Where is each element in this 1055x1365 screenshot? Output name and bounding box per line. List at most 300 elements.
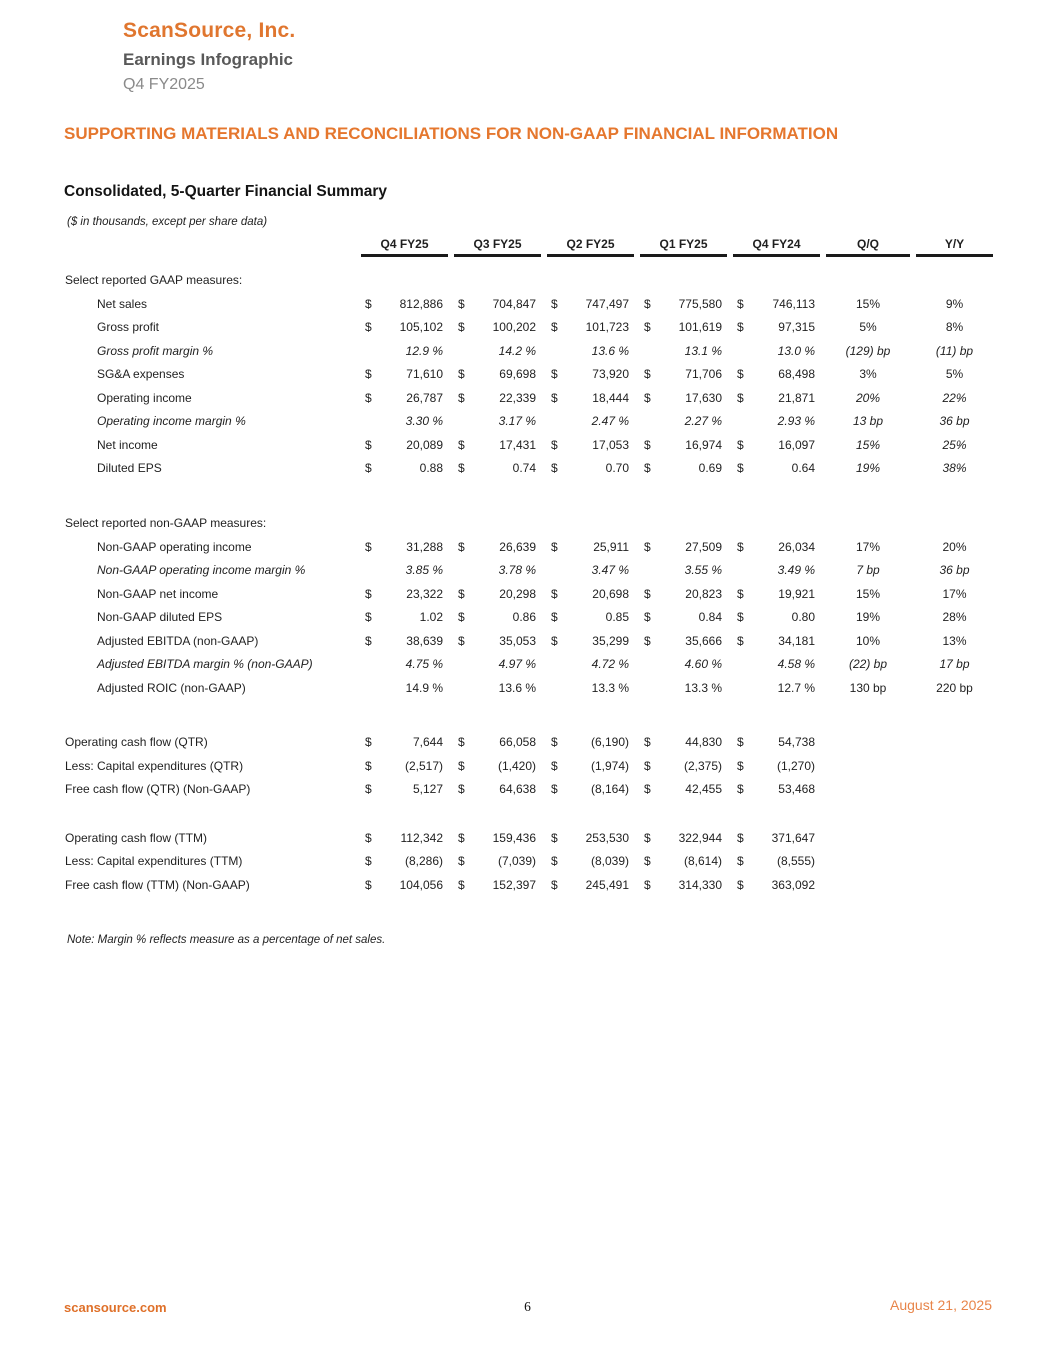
row-label: Operating income margin % xyxy=(97,414,246,429)
cell-value: 253,530 xyxy=(585,830,629,845)
cell-value: 13.1 % xyxy=(684,343,722,358)
yy-cell: 13% xyxy=(942,633,967,648)
value-cell xyxy=(637,878,730,892)
yy-cell: 17% xyxy=(942,586,967,601)
table-row xyxy=(65,653,996,677)
cell-value: 16,974 xyxy=(685,437,722,452)
cell-value: 13.0 % xyxy=(777,343,815,358)
footer-page-number: 6 xyxy=(524,1299,531,1314)
cell-value: 4.60 % xyxy=(684,657,722,672)
cell-value: 7,644 xyxy=(412,735,443,750)
cell-value: 97,315 xyxy=(778,320,815,335)
dollar-sign: $ xyxy=(365,586,372,601)
qq-cell: 19% xyxy=(855,461,881,476)
qq-cell: 20% xyxy=(855,390,881,405)
qq-cell: 19% xyxy=(855,610,881,625)
cell-value: 19,921 xyxy=(778,586,815,601)
value-cell xyxy=(637,563,730,577)
dollar-sign: $ xyxy=(365,320,372,335)
cell-value: 20,823 xyxy=(685,586,722,601)
value-cell xyxy=(730,681,823,695)
yy-cell: 36 bp xyxy=(939,414,970,429)
value-cell xyxy=(637,540,730,554)
value-cell xyxy=(358,878,451,892)
cell-value: 0.85 xyxy=(605,610,629,625)
row-label: Less: Capital expenditures (QTR) xyxy=(65,758,244,773)
value-cell xyxy=(451,391,544,405)
cell-value: (7,039) xyxy=(497,854,536,869)
dollar-sign: $ xyxy=(365,461,372,476)
cell-value: 13.3 % xyxy=(591,680,629,695)
dollar-sign: $ xyxy=(458,877,465,892)
footer-date: August 21, 2025 xyxy=(890,1297,992,1313)
table-row xyxy=(65,731,996,755)
cell-value: 12.7 % xyxy=(777,680,815,695)
cell-value: 64,638 xyxy=(499,782,536,797)
value-cell xyxy=(730,782,823,796)
value-cell xyxy=(730,610,823,624)
cell-value: 0.70 xyxy=(605,461,629,476)
value-cell xyxy=(358,831,451,845)
cell-value: 314,330 xyxy=(678,877,722,892)
dollar-sign: $ xyxy=(551,782,558,797)
table-row xyxy=(65,559,996,583)
value-cell xyxy=(544,540,637,554)
dollar-sign: $ xyxy=(551,461,558,476)
cell-value: 0.80 xyxy=(791,610,815,625)
dollar-sign: $ xyxy=(737,633,744,648)
value-cell xyxy=(544,344,637,358)
cell-value: (8,039) xyxy=(590,854,629,869)
cell-value: 17,053 xyxy=(592,437,629,452)
table-row xyxy=(65,606,996,630)
value-cell xyxy=(730,344,823,358)
row-label: Adjusted EBITDA (non-GAAP) xyxy=(97,633,259,648)
dollar-sign: $ xyxy=(737,320,744,335)
dollar-sign: $ xyxy=(458,367,465,382)
value-cell xyxy=(637,610,730,624)
row-label: Operating cash flow (TTM) xyxy=(65,830,208,845)
value-cell xyxy=(637,344,730,358)
value-cell xyxy=(451,831,544,845)
dollar-sign: $ xyxy=(458,320,465,335)
dollar-sign: $ xyxy=(365,367,372,382)
cell-value: 0.88 xyxy=(419,461,443,476)
cell-value: 0.64 xyxy=(791,461,815,476)
cell-value: 22,339 xyxy=(499,390,536,405)
cell-value: 1.02 xyxy=(419,610,443,625)
value-cell xyxy=(544,414,637,428)
cell-value: 3.49 % xyxy=(777,563,815,578)
value-cell xyxy=(730,878,823,892)
value-cell xyxy=(358,391,451,405)
value-cell xyxy=(451,297,544,311)
value-cell xyxy=(451,438,544,452)
dollar-sign: $ xyxy=(365,735,372,750)
value-cell xyxy=(358,540,451,554)
cell-value: 25,911 xyxy=(593,539,629,554)
cell-value: 100,202 xyxy=(492,320,536,335)
dollar-sign: $ xyxy=(644,461,651,476)
yy-cell: 38% xyxy=(942,461,967,476)
value-cell xyxy=(358,297,451,311)
dollar-sign: $ xyxy=(365,437,372,452)
dollar-sign: $ xyxy=(737,539,744,554)
cell-value: 322,944 xyxy=(678,830,722,845)
qq-cell: 17% xyxy=(855,539,881,554)
cell-value: 26,787 xyxy=(406,390,443,405)
table-block xyxy=(65,268,996,480)
cell-value: 71,610 xyxy=(406,367,443,382)
value-cell xyxy=(451,367,544,381)
value-cell xyxy=(637,414,730,428)
column-header: Q4 FY24 xyxy=(733,237,820,257)
value-cell xyxy=(451,782,544,796)
qq-cell: 3% xyxy=(859,367,877,382)
dollar-sign: $ xyxy=(644,367,651,382)
dollar-sign: $ xyxy=(551,586,558,601)
row-label: Non-GAAP operating income xyxy=(97,539,252,554)
cell-value: (8,555) xyxy=(776,854,815,869)
dollar-sign: $ xyxy=(644,437,651,452)
cell-value: 101,723 xyxy=(585,320,629,335)
dollar-sign: $ xyxy=(551,539,558,554)
cell-value: 23,322 xyxy=(406,586,443,601)
row-label: Operating income xyxy=(97,390,192,405)
financial-table xyxy=(65,233,996,897)
cell-value: 18,444 xyxy=(592,390,629,405)
section-row-heading: Select reported GAAP measures: xyxy=(65,273,243,287)
dollar-sign: $ xyxy=(644,610,651,625)
dollar-sign: $ xyxy=(365,830,372,845)
value-cell xyxy=(637,634,730,648)
qq-cell: 5% xyxy=(859,320,877,335)
dollar-sign: $ xyxy=(365,539,372,554)
yy-cell: (11) bp xyxy=(935,343,974,358)
dollar-sign: $ xyxy=(458,758,465,773)
dollar-sign: $ xyxy=(644,539,651,554)
dollar-sign: $ xyxy=(458,735,465,750)
row-label: Less: Capital expenditures (TTM) xyxy=(65,854,243,869)
dollar-sign: $ xyxy=(551,830,558,845)
value-cell xyxy=(451,587,544,601)
dollar-sign: $ xyxy=(365,758,372,773)
cell-value: 71,706 xyxy=(685,367,722,382)
dollar-sign: $ xyxy=(644,758,651,773)
yy-cell: 22% xyxy=(942,390,967,405)
cell-value: 104,056 xyxy=(399,877,443,892)
dollar-sign: $ xyxy=(365,854,372,869)
value-cell xyxy=(637,320,730,334)
cell-value: 4.72 % xyxy=(591,657,629,672)
dollar-sign: $ xyxy=(551,633,558,648)
dollar-sign: $ xyxy=(365,877,372,892)
value-cell xyxy=(637,681,730,695)
dollar-sign: $ xyxy=(458,830,465,845)
value-cell xyxy=(451,540,544,554)
cell-value: 16,097 xyxy=(778,437,815,452)
cell-value: 3.30 % xyxy=(405,414,443,429)
value-cell xyxy=(358,681,451,695)
value-cell xyxy=(358,610,451,624)
cell-value: 44,830 xyxy=(685,735,722,750)
row-label: Net sales xyxy=(97,296,148,311)
value-cell xyxy=(544,831,637,845)
value-cell xyxy=(544,297,637,311)
dollar-sign: $ xyxy=(737,586,744,601)
cell-value: 21,871 xyxy=(778,390,815,405)
cell-value: 0.69 xyxy=(698,461,722,476)
brand-block xyxy=(123,19,295,94)
dollar-sign: $ xyxy=(551,877,558,892)
cell-value: 0.86 xyxy=(512,610,536,625)
table-row xyxy=(65,873,996,897)
value-cell xyxy=(451,320,544,334)
qq-cell: (129) bp xyxy=(845,343,891,358)
footer-site-link[interactable]: scansource.com xyxy=(64,1300,167,1315)
value-cell xyxy=(730,391,823,405)
cell-value: (8,614) xyxy=(683,854,722,869)
value-cell xyxy=(544,563,637,577)
qq-cell: 15% xyxy=(855,586,881,601)
cell-value: 112,342 xyxy=(400,830,443,845)
cell-value: 68,498 xyxy=(778,367,815,382)
table-row xyxy=(65,316,996,340)
dollar-sign: $ xyxy=(458,586,465,601)
value-cell xyxy=(637,367,730,381)
value-cell xyxy=(358,854,451,868)
cell-value: 20,089 xyxy=(406,437,443,452)
value-cell xyxy=(451,759,544,773)
table-row xyxy=(65,850,996,874)
cell-value: 101,619 xyxy=(678,320,722,335)
cell-value: 0.74 xyxy=(512,461,536,476)
dollar-sign: $ xyxy=(458,633,465,648)
cell-value: 31,288 xyxy=(406,539,443,554)
dollar-sign: $ xyxy=(644,877,651,892)
value-cell xyxy=(451,610,544,624)
dollar-sign: $ xyxy=(737,367,744,382)
dollar-sign: $ xyxy=(737,437,744,452)
value-cell xyxy=(730,563,823,577)
document-subtitle: Earnings Infographic xyxy=(123,50,294,69)
yy-cell: 25% xyxy=(942,437,967,452)
row-label: Non-GAAP operating income margin % xyxy=(97,563,306,578)
cell-value: 53,468 xyxy=(778,782,815,797)
value-cell xyxy=(358,563,451,577)
value-cell xyxy=(637,461,730,475)
table-title: Consolidated, 5-Quarter Financial Summary xyxy=(64,183,387,200)
value-cell xyxy=(637,657,730,671)
cell-value: 3.17 % xyxy=(498,414,536,429)
table-row xyxy=(65,535,996,559)
dollar-sign: $ xyxy=(551,390,558,405)
cell-value: 20,698 xyxy=(592,586,629,601)
cell-value: (6,190) xyxy=(590,735,629,750)
value-cell xyxy=(730,854,823,868)
dollar-sign: $ xyxy=(737,390,744,405)
value-cell xyxy=(730,297,823,311)
cell-value: 20,298 xyxy=(499,586,536,601)
value-cell xyxy=(637,297,730,311)
margin-note: Note: Margin % reflects measure as a percentage of net sales. xyxy=(67,934,386,946)
table-row xyxy=(65,457,996,481)
dollar-sign: $ xyxy=(458,296,465,311)
dollar-sign: $ xyxy=(458,854,465,869)
table-row xyxy=(65,778,996,802)
value-cell xyxy=(358,438,451,452)
units-note: ($ in thousands, except per share data) xyxy=(67,216,268,228)
cell-value: (8,164) xyxy=(590,782,629,797)
dollar-sign: $ xyxy=(737,877,744,892)
yy-cell: 36 bp xyxy=(939,563,970,578)
cell-value: 371,647 xyxy=(771,830,815,845)
value-cell xyxy=(544,587,637,601)
qq-cell: 10% xyxy=(855,633,881,648)
row-label: Free cash flow (TTM) (Non-GAAP) xyxy=(65,877,250,892)
value-cell xyxy=(358,344,451,358)
dollar-sign: $ xyxy=(458,539,465,554)
cell-value: 3.78 % xyxy=(498,563,536,578)
cell-value: 34,181 xyxy=(778,633,815,648)
yy-cell: 8% xyxy=(945,320,964,335)
dollar-sign: $ xyxy=(551,735,558,750)
cell-value: 4.58 % xyxy=(777,657,815,672)
dollar-sign: $ xyxy=(365,782,372,797)
table-row xyxy=(65,386,996,410)
cell-value: 35,666 xyxy=(685,633,722,648)
value-cell xyxy=(637,759,730,773)
dollar-sign: $ xyxy=(551,320,558,335)
cell-value: 704,847 xyxy=(492,296,536,311)
dollar-sign: $ xyxy=(365,390,372,405)
value-cell xyxy=(544,634,637,648)
dollar-sign: $ xyxy=(644,320,651,335)
value-cell xyxy=(451,414,544,428)
value-cell xyxy=(730,634,823,648)
value-cell xyxy=(730,320,823,334)
column-header: Y/Y xyxy=(916,237,993,257)
yy-cell: 17 bp xyxy=(939,657,970,672)
value-cell xyxy=(544,610,637,624)
row-label: Non-GAAP net income xyxy=(97,586,219,601)
dollar-sign: $ xyxy=(644,296,651,311)
dollar-sign: $ xyxy=(365,610,372,625)
column-header: Q1 FY25 xyxy=(640,237,727,257)
value-cell xyxy=(730,461,823,475)
value-cell xyxy=(451,681,544,695)
value-cell xyxy=(730,438,823,452)
cell-value: 4.97 % xyxy=(498,657,536,672)
qq-cell: 15% xyxy=(855,296,881,311)
table-row xyxy=(65,582,996,606)
cell-value: 35,053 xyxy=(499,633,536,648)
column-header: Q2 FY25 xyxy=(547,237,634,257)
cell-value: 42,455 xyxy=(685,782,722,797)
cell-value: 105,102 xyxy=(399,320,443,335)
dollar-sign: $ xyxy=(458,390,465,405)
qq-cell: 130 bp xyxy=(849,680,887,695)
value-cell xyxy=(730,759,823,773)
cell-value: 14.9 % xyxy=(405,680,443,695)
column-header: Q/Q xyxy=(826,237,910,257)
value-cell xyxy=(730,831,823,845)
value-cell xyxy=(451,344,544,358)
row-label: Operating cash flow (QTR) xyxy=(65,735,208,750)
dollar-sign: $ xyxy=(551,610,558,625)
qq-cell: 15% xyxy=(855,437,881,452)
dollar-sign: $ xyxy=(737,296,744,311)
value-cell xyxy=(451,878,544,892)
cell-value: 2.47 % xyxy=(591,414,629,429)
cell-value: 747,497 xyxy=(585,296,629,311)
cell-value: 2.93 % xyxy=(777,414,815,429)
section-heading: SUPPORTING MATERIALS AND RECONCILIATIONS FOR NON-GAAP FINANCIAL INFORMATION xyxy=(64,124,839,143)
cell-value: 2.27 % xyxy=(684,414,722,429)
cell-value: (1,974) xyxy=(590,758,629,773)
value-cell xyxy=(358,759,451,773)
value-cell xyxy=(730,367,823,381)
cell-value: 4.75 % xyxy=(405,657,443,672)
cell-value: 17,431 xyxy=(499,437,536,452)
row-label: Non-GAAP diluted EPS xyxy=(97,610,223,625)
row-label: Free cash flow (QTR) (Non-GAAP) xyxy=(65,782,251,797)
table-row xyxy=(65,629,996,653)
value-cell xyxy=(730,735,823,749)
value-cell xyxy=(358,657,451,671)
table-block xyxy=(65,826,996,897)
table-row xyxy=(65,410,996,434)
yy-cell: 5% xyxy=(945,367,964,382)
column-header: Q4 FY25 xyxy=(361,237,448,257)
cell-value: 38,639 xyxy=(406,633,443,648)
section-row-heading: Select reported non-GAAP measures: xyxy=(65,516,267,530)
value-cell xyxy=(358,587,451,601)
value-cell xyxy=(451,854,544,868)
cell-value: 35,299 xyxy=(592,633,629,648)
value-cell xyxy=(544,438,637,452)
cell-value: 27,509 xyxy=(685,539,722,554)
value-cell xyxy=(358,320,451,334)
value-cell xyxy=(544,461,637,475)
dollar-sign: $ xyxy=(644,633,651,648)
value-cell xyxy=(544,782,637,796)
cell-value: 775,580 xyxy=(678,296,722,311)
dollar-sign: $ xyxy=(365,633,372,648)
table-row xyxy=(65,754,996,778)
table-row xyxy=(65,826,996,850)
value-cell xyxy=(637,735,730,749)
value-cell xyxy=(544,735,637,749)
value-cell xyxy=(637,782,730,796)
table-row xyxy=(65,676,996,700)
dollar-sign: $ xyxy=(644,586,651,601)
dollar-sign: $ xyxy=(644,830,651,845)
cell-value: 66,058 xyxy=(499,735,536,750)
cell-value: 14.2 % xyxy=(498,343,536,358)
dollar-sign: $ xyxy=(644,735,651,750)
company-logo-text: ScanSource, Inc. xyxy=(123,19,296,42)
row-label: Diluted EPS xyxy=(97,461,162,476)
qq-cell: 7 bp xyxy=(856,563,880,578)
dollar-sign: $ xyxy=(458,782,465,797)
value-cell xyxy=(637,391,730,405)
value-cell xyxy=(544,681,637,695)
value-cell xyxy=(544,854,637,868)
dollar-sign: $ xyxy=(737,461,744,476)
value-cell xyxy=(451,735,544,749)
cell-value: (1,420) xyxy=(497,758,536,773)
